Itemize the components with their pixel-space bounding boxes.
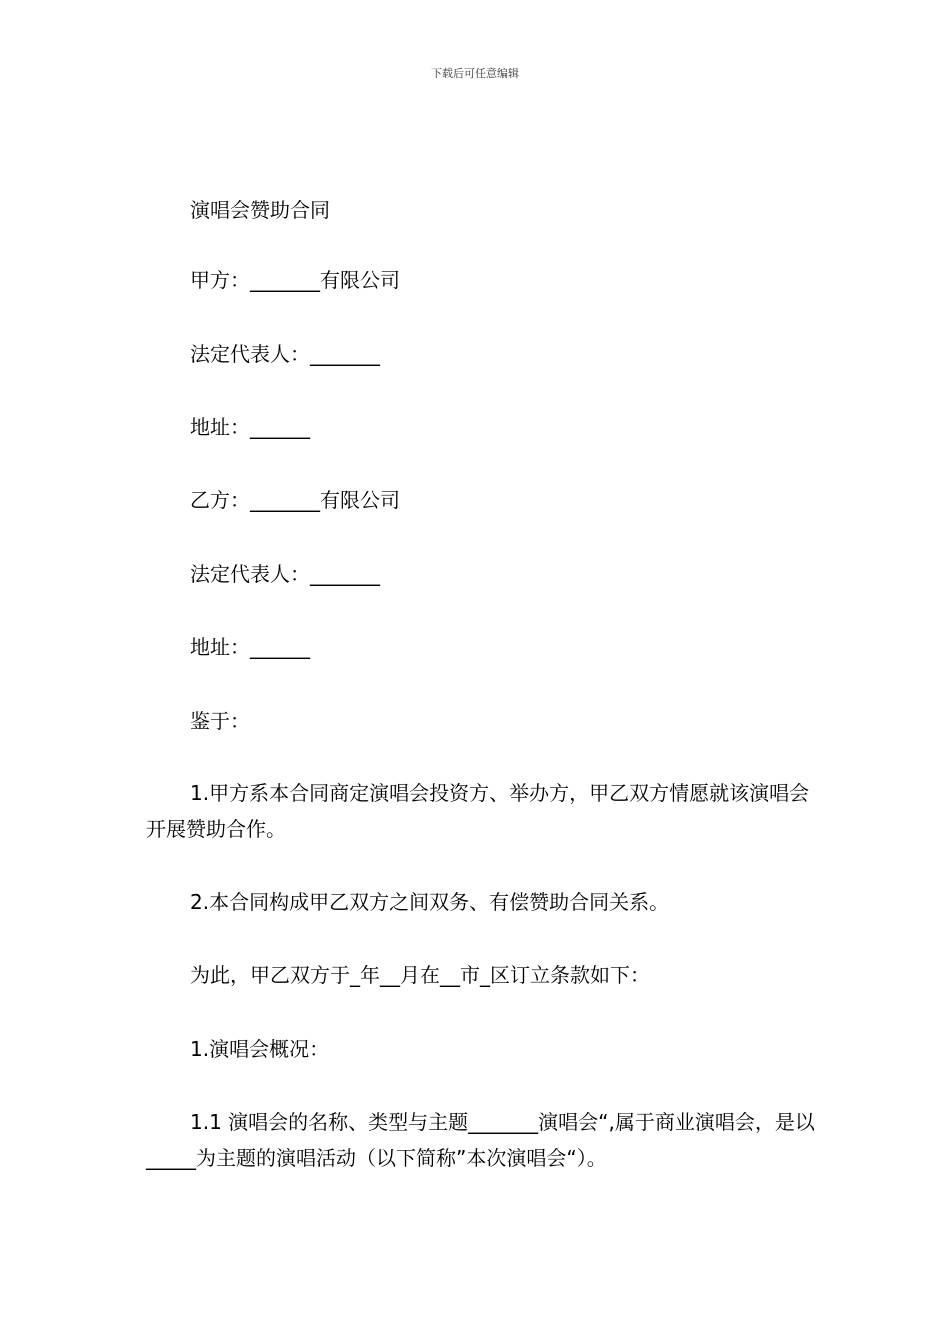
whereas-heading: 鉴于： — [190, 709, 250, 733]
page-header-note: 下载后可任意编辑 — [431, 67, 519, 80]
recital-2-line: 2.本合同构成甲乙双方之间双务、有偿赞助合同关系。 — [190, 890, 670, 914]
recital-1-paragraph: 1.甲方系本合同商定演唱会投资方、举办方，甲乙双方情愿就该演唱会开展赞助合作。 — [146, 781, 810, 841]
party-b-line: 乙方：_______有限公司 — [190, 488, 400, 512]
agreement-intro-line: 为此，甲乙双方于_年__月在__市_区订立条款如下： — [190, 963, 650, 987]
document-title: 演唱会赞助合同 — [190, 198, 330, 222]
party-a-line: 甲方：_______有限公司 — [190, 268, 400, 292]
party-b-representative-line: 法定代表人：_______ — [190, 562, 380, 586]
clause-1-1-paragraph: 1.1 演唱会的名称、类型与主题_______演唱会“,属于商业演唱会，是以_____为主题的演唱活动（以下简称”本次演唱会“）。 — [146, 1110, 815, 1170]
party-a-representative-line: 法定代表人：_______ — [190, 342, 380, 366]
party-b-address-line: 地址：______ — [190, 635, 310, 659]
party-a-address-line: 地址：______ — [190, 415, 310, 439]
section-1-heading: 1.演唱会概况： — [190, 1037, 330, 1061]
